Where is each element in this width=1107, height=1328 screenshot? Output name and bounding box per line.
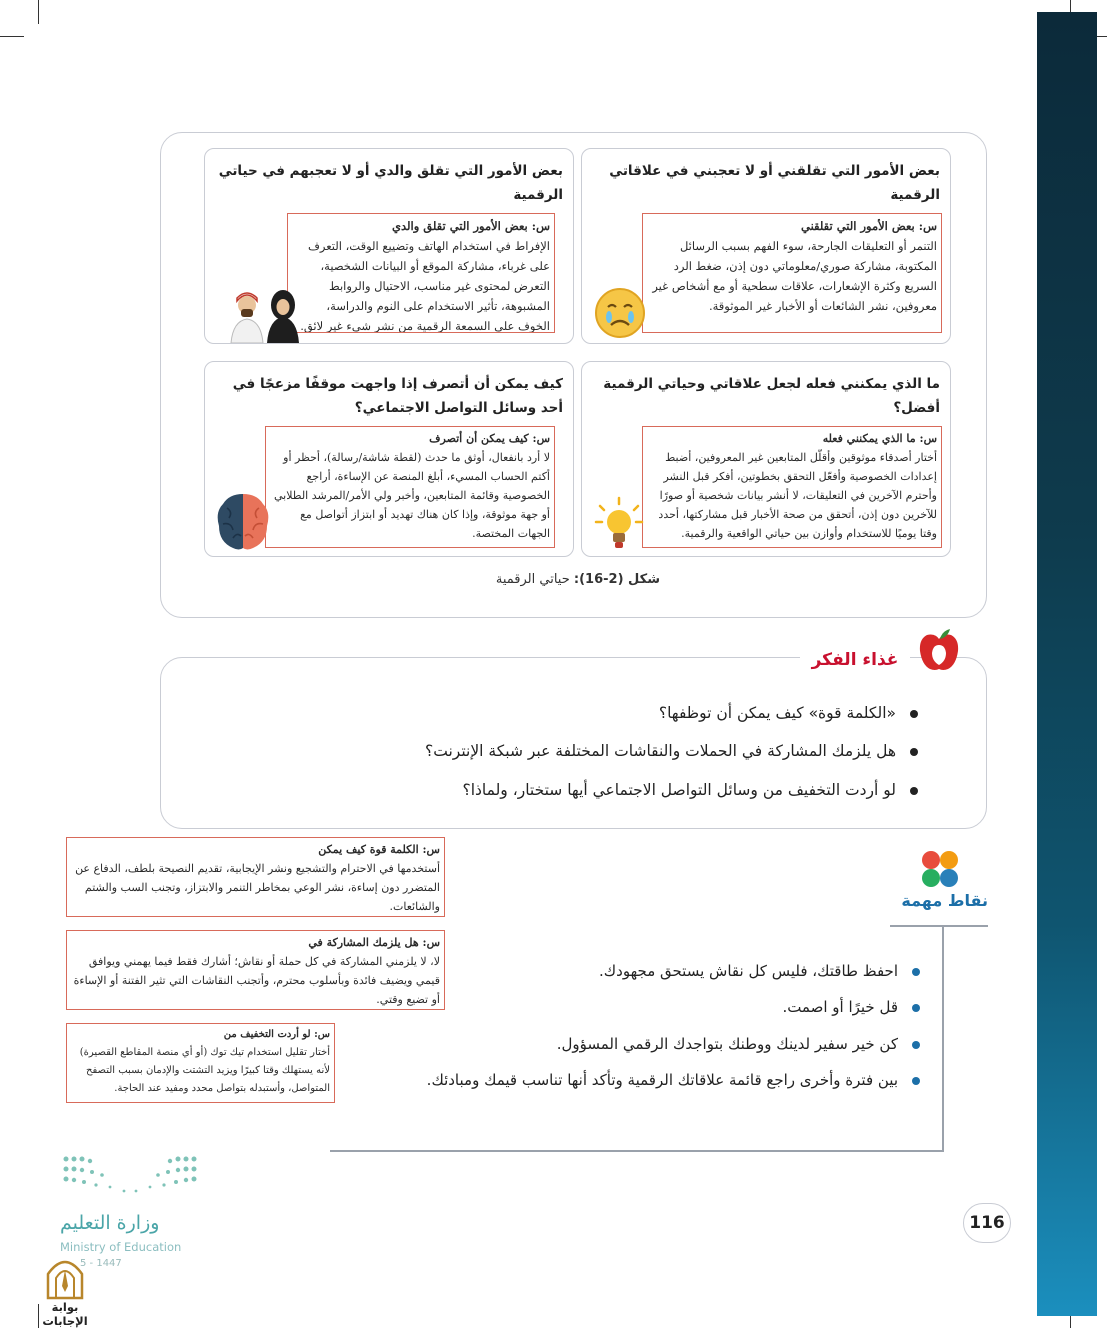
card-title: بعض الأمور التي تقلق والدي أو لا تعجبهم في حياتي الرقمية — [218, 163, 563, 203]
card-title: ما الذي يمكنني فعله لجعل علاقاتي وحياتي الرقمية أفضل؟ — [603, 376, 940, 416]
divider — [942, 925, 944, 1150]
list-item: لو أردت التخفيف من وسائل التواصل الاجتماعي أيها ستختار، ولماذا؟ — [462, 781, 918, 799]
figure-caption-text: حياتي الرقمية — [495, 572, 570, 587]
divider — [330, 1150, 944, 1152]
lightbulb-icon — [594, 496, 644, 552]
list-item: احفظ طاقتك، فليس كل نقاش يستحق مجهودك. — [599, 962, 920, 980]
puzzle-icon — [920, 850, 960, 888]
answer-label: س: الكلمة قوة كيف يمكن — [318, 843, 440, 856]
crop-mark — [38, 0, 39, 24]
answer-text: أختار تقليل استخدام تيك توك (أو أي منصة المقاطع القصيرة) لأنه يستهلك وقتا كبيرًا ويزيد التشتت والإدمان بسبب التصفح المتواصل، وأستبدله بتواصل محدد ومفيد عند الحاجة. — [79, 1047, 330, 1094]
gateway-watermark: بوابة الإجابات — [42, 1300, 88, 1328]
answer-label: س: ما الذي يمكنني فعله — [822, 432, 937, 445]
card-handle-annoying — [204, 361, 574, 557]
bullet-icon — [912, 1041, 920, 1049]
parents-icon — [227, 283, 303, 343]
crop-mark — [0, 36, 24, 37]
list-item: قل خيرًا أو اصمت. — [782, 998, 920, 1016]
card-improve-relationships — [581, 361, 951, 557]
answer-text: التنمر أو التعليقات الجارحة، سوء الفهم بسبب الرسائل المكتوبة، مشاركة صوري/معلوماتي دون إذن، ضغط الرد السريع وكثرة الإشعارات، علاقات سطحية أو مع أشخاص غير معروفين، نشر الشائعات أو الأخبار غير الموثوقة. — [652, 239, 937, 313]
answer-box — [287, 213, 555, 333]
answer-text: لا، لا يلزمني المشاركة في كل حملة أو نقاش؛ أشارك فقط فيما يهمني ويوافق قيمي ويضيف فائدة وبأسلوب محترم، وأتجنب النقاشات التي تثير الفتنة أو الإساءة أو تضيع وقتي. — [73, 955, 440, 1006]
page-number: 116 — [963, 1203, 1011, 1243]
answer-text: لا أرد بانفعال، أوثق ما حدث (لقطة شاشة/رسالة)، أحظر أو أكتم الحساب المسيء، أبلغ المنصة عن الإساءة، أراجع الخصوصية وقائمة المتابعين، وأخبر ولي الأمر/المرشد الطلابي أو جهة موثوقة، وإذا كان هناك تهديد أو ابتزاز أتواصل مع الجهات المختصة. — [274, 451, 550, 540]
bullet-icon — [910, 787, 918, 795]
bullet-icon — [910, 710, 918, 718]
answer-text: أستخدمها في الاحترام والتشجيع ونشر الإيجابية، تقديم النصيحة بلطف، الدفاع عن المتضرر دون إساءة، نشر الوعي بمخاطر التنمر والابتزاز، وتجنب السب والشتم والشائعات. — [75, 862, 440, 913]
important-points-title: نقاط مهمة — [901, 891, 988, 910]
card-my-concerns — [581, 148, 951, 344]
answer-box — [642, 213, 942, 333]
card-title: كيف يمكن أن أتصرف إذا واجهت موقفًا مزعجًا في أحد وسائل التواصل الاجتماعي؟ — [232, 376, 563, 416]
gateway-logo-icon — [44, 1256, 86, 1300]
food-for-thought-list — [200, 700, 918, 810]
important-points-list — [330, 958, 920, 1098]
answer-box — [642, 426, 942, 548]
answer-label: س: بعض الأمور التي تقلقني — [801, 219, 937, 233]
sad-face-icon — [594, 287, 646, 339]
brain-icon — [215, 490, 271, 552]
answer-label: س: كيف يمكن أن أتصرف — [429, 432, 550, 445]
figure-caption — [400, 572, 660, 587]
bullet-icon — [912, 1077, 920, 1085]
answer-label: س: لو أردت التخفيف من — [223, 1029, 330, 1040]
list-item: هل يلزمك المشاركة في الحملات والنقاشات المختلفة عبر شبكة الإنترنت؟ — [425, 742, 918, 760]
divider — [890, 925, 988, 927]
answer-box-word-power — [66, 837, 445, 917]
food-for-thought-title: غذاء الفكر — [800, 645, 910, 675]
answer-text: الإفراط في استخدام الهاتف وتضييع الوقت، التعرف على غرباء، مشاركة الموقع أو البيانات الشخصية، التعرض لمحتوى غير مناسب، الاحتيال والروابط المشبوهة، تأثير الاستخدام على النوم والدراسة، الخوف على السمعة الرقمية من نشر شيء غير لائق. — [300, 239, 550, 333]
apple-icon — [918, 627, 960, 671]
answer-label: س: بعض الأمور التي تقلق والدي — [391, 219, 550, 233]
ministry-year: 5 - 1447 — [80, 1258, 122, 1269]
list-item: بين فترة وأخرى راجع قائمة علاقاتك الرقمية وتأكد أنها تناسب قيمك ومبادئك. — [427, 1071, 920, 1089]
answer-label: س: هل يلزمك المشاركة في — [308, 936, 440, 949]
ministry-name-arabic: وزارة التعليم — [60, 1212, 160, 1234]
card-parents-concerns — [204, 148, 574, 344]
list-item: كن خير سفير لدينك ووطنك بتواجدك الرقمي المسؤول. — [557, 1035, 920, 1053]
bullet-icon — [912, 1004, 920, 1012]
ministry-logo-dots-icon — [62, 1155, 198, 1199]
bullet-icon — [912, 968, 920, 976]
figure-caption-label: شكل (2-16): — [573, 572, 660, 587]
list-item: «الكلمة قوة» كيف يمكن أن توظفها؟ — [659, 704, 918, 722]
bullet-icon — [910, 748, 918, 756]
ministry-name-english: Ministry of Education — [60, 1240, 182, 1254]
answer-box — [265, 426, 555, 548]
answer-text: أختار أصدقاء موثوقين وأقلّل المتابعين غير المعروفين، أضبط إعدادات الخصوصية وأفعّل التحقق بخطوتين، أفكر قبل النشر وأحترم الآخرين في التعليقات، لا أنشر بيانات شخصية أو صورًا للآخرين دون إذن، أتحقق من صحة الأخبار قبل مشاركتها، أحدد وقتا يوميًا للاستخدام وأوازن بين حياتي الواقعية والرقمية. — [658, 451, 937, 540]
card-title: بعض الأمور التي تقلقني أو لا تعجبني في علاقاتي الرقمية — [609, 163, 940, 203]
page-side-bar — [1037, 12, 1097, 1316]
answer-box-reduce-social — [66, 1023, 335, 1103]
